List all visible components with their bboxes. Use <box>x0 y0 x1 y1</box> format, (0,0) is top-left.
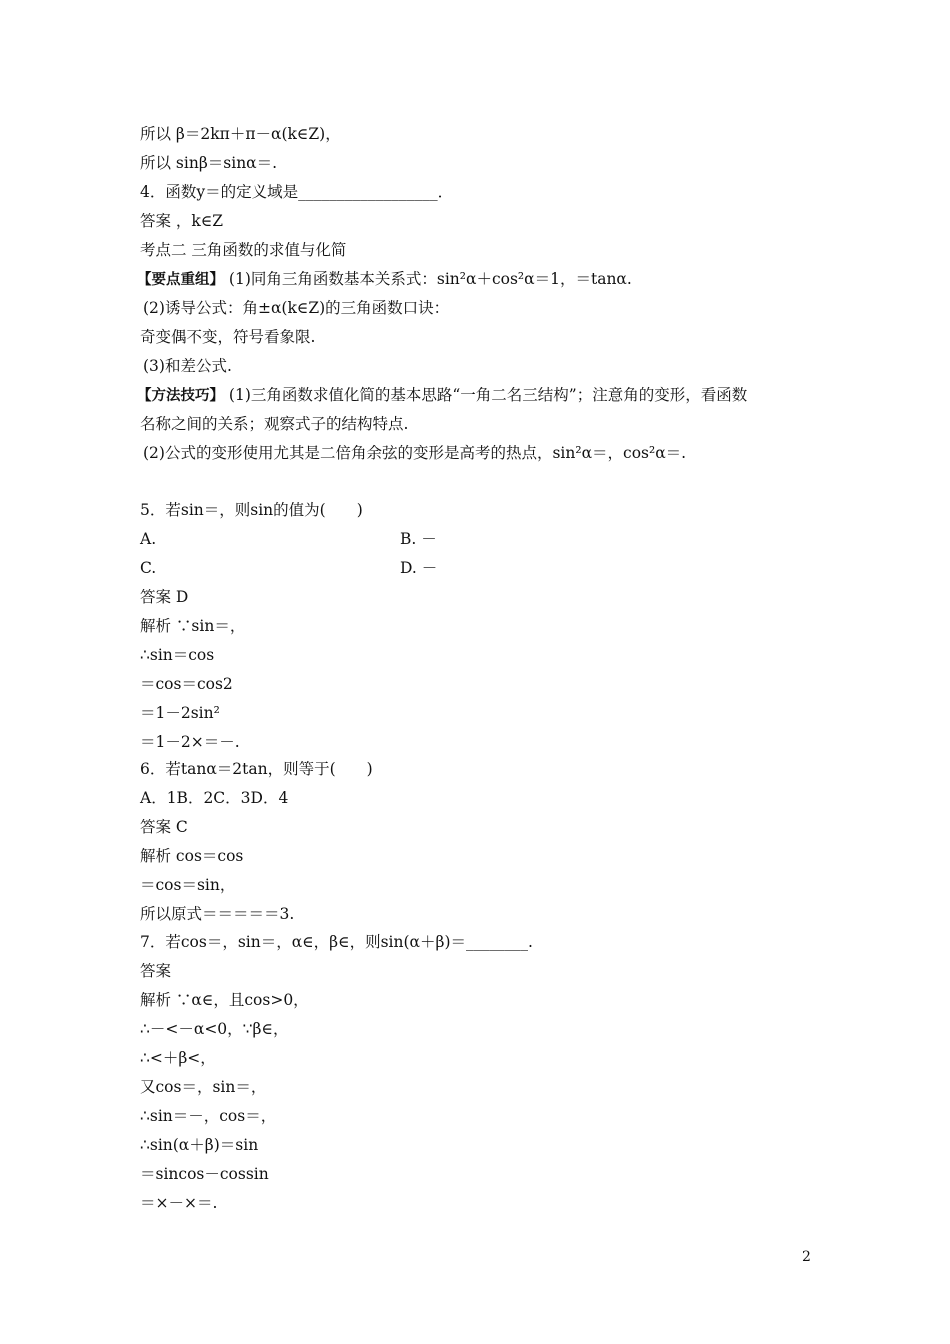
text-line: (2)公式的变形使用尤其是二倍角余弦的变形是高考的热点，sin²α＝，cos²α＝. <box>143 444 687 462</box>
analysis-line: 解析 ∵α∈，且cos>0， <box>140 991 309 1009</box>
options-line: A．1B．2C．3D．4 <box>140 789 289 807</box>
text-line: ＝×－×＝. <box>140 1194 218 1212</box>
answer-line: 答案 ，k∈Z <box>140 212 224 230</box>
text-line: 又cos＝，sin＝， <box>140 1078 267 1096</box>
key-points-text: (1)同角三角函数基本关系式：sin²α＋cos²α＝1，＝tanα. <box>224 270 632 288</box>
option-a: A. <box>140 530 157 548</box>
text-line: 奇变偶不变，符号看象限. <box>140 328 316 346</box>
method-tips-text: (1)三角函数求值化简的基本思路“一角二名三结构”；注意角的变形，看函数 <box>224 386 748 404</box>
page-number: 2 <box>802 1249 811 1265</box>
section-heading: 考点二 三角函数的求值与化简 <box>140 241 347 259</box>
analysis-line: 解析 ∵sin＝， <box>140 617 246 635</box>
text-line: ＝1－2×＝－. <box>140 733 240 751</box>
answer-line: 答案 <box>140 962 172 980</box>
answer-line: 答案 C <box>140 818 188 836</box>
key-points-line <box>137 269 632 290</box>
method-tips-tag: 【方法技巧】 <box>137 388 224 404</box>
text-line: ∴sin＝cos <box>140 646 215 664</box>
analysis-line: 解析 cos＝cos <box>140 847 244 865</box>
text-line: ∴sin(α＋β)＝sin <box>140 1136 259 1154</box>
question-5: 5．若sin＝，则sin的值为( ) <box>140 501 363 519</box>
text-line: (3)和差公式. <box>143 357 232 375</box>
text-line: ＝1－2sin² <box>140 704 220 722</box>
text-line: (2)诱导公式：角±α(k∈Z)的三角函数口诀： <box>143 299 450 317</box>
text-line: ＝cos＝cos2 <box>140 675 233 693</box>
option-b: B. － <box>400 530 437 548</box>
text-line: ∴<＋β<， <box>140 1049 216 1067</box>
text-line: 名称之间的关系；观察式子的结构特点. <box>140 415 409 433</box>
text-line: 所以 β＝2kπ＋π－α(k∈Z)， <box>140 125 341 143</box>
option-c: C. <box>140 559 157 577</box>
question-4: 4．函数y＝的定义域是__________________． <box>140 183 454 201</box>
text-line: 所以原式＝＝＝＝＝3. <box>140 905 295 923</box>
text-line: ∴sin＝－，cos＝， <box>140 1107 277 1125</box>
text-line: ＝cos＝sin， <box>140 876 236 894</box>
question-6: 6．若tanα＝2tan，则等于( ) <box>140 760 373 778</box>
option-d: D. － <box>400 559 438 577</box>
text-line: ＝sincos－cossin <box>140 1165 269 1183</box>
text-line: ∴－<－α<0，∵β∈， <box>140 1020 289 1038</box>
text-line: 所以 sinβ＝sinα＝. <box>140 154 278 172</box>
method-tips-line <box>137 385 747 406</box>
answer-line: 答案 D <box>140 588 189 606</box>
key-points-tag: 【要点重组】 <box>137 272 224 288</box>
question-7: 7．若cos＝，sin＝，α∈，β∈，则sin(α＋β)＝________. <box>140 933 533 951</box>
